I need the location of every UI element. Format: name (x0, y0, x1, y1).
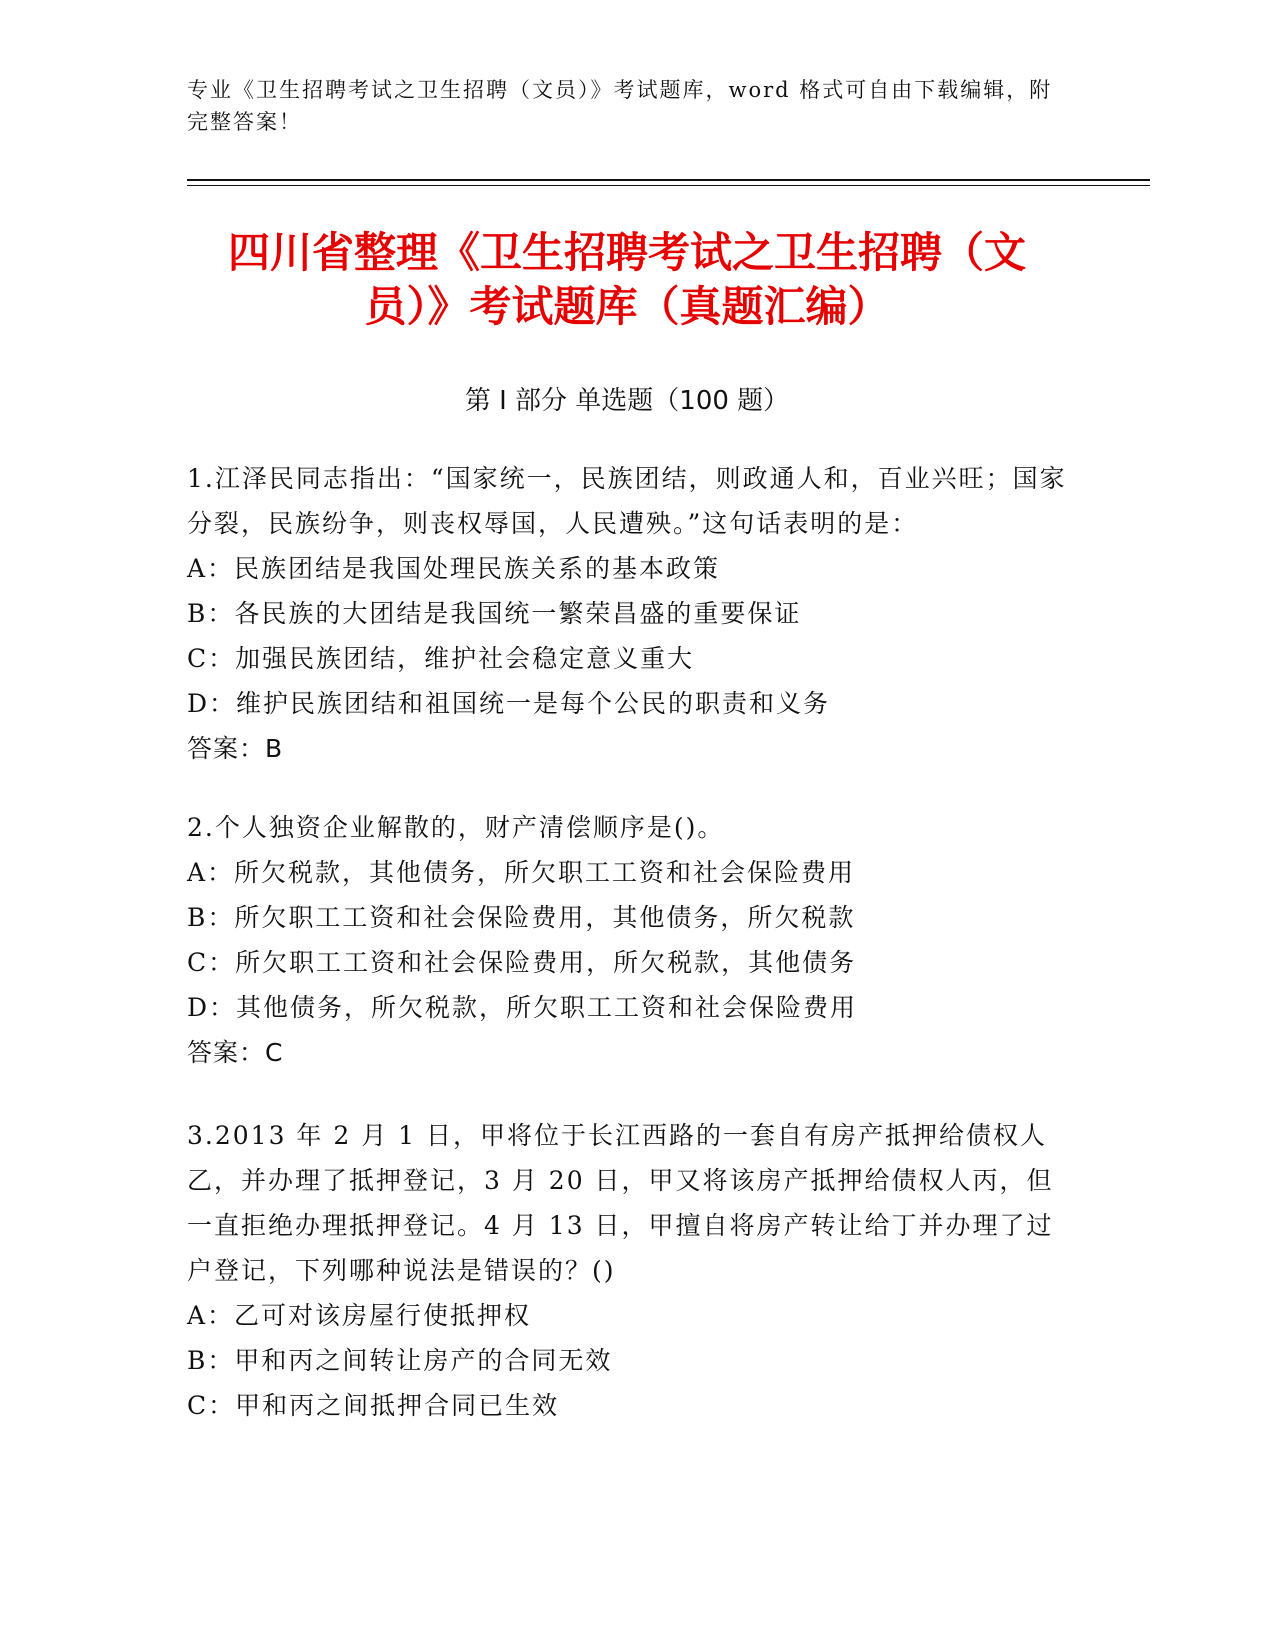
option-c: C：加强民族团结，维护社会稳定意义重大 (187, 644, 695, 673)
question-stem: 2.个人独资企业解散的，财产清偿顺序是()。 (187, 813, 725, 842)
question-stem: 1.江泽民同志指出：“国家统一，民族团结，则政通人和，百业兴旺；国家分裂，民族纷争，则丧权辱国，人民遭殃。”这句话表明的是： (187, 464, 1067, 538)
question-1 (187, 456, 1067, 771)
answer: 答案：B (187, 734, 284, 763)
question-stem: 3.2013 年 2 月 1 日，甲将位于长江西路的一套自有房产抵押给债权人乙，并办理了抵押登记，3 月 20 日，甲又将该房产抵押给债权人丙，但一直拒绝办理抵押登记。4 月 13 日，甲擅自将房产转让给丁并办理了过户登记，下列哪种说法是错误的？() (187, 1121, 1054, 1285)
option-c: C：甲和丙之间抵押合同已生效 (187, 1391, 560, 1420)
option-b: B：甲和丙之间转让房产的合同无效 (187, 1346, 613, 1375)
question-3 (187, 1113, 1067, 1428)
header-note: 专业《卫生招聘考试之卫生招聘（文员）》考试题库，word 格式可自由下载编辑，附完整答案！ (187, 78, 1053, 134)
answer: 答案：C (187, 1038, 284, 1067)
header-rule-thin (187, 185, 1150, 186)
document-title: 四川省整理《卫生招聘考试之卫生招聘（文员）》考试题库（真题汇编） (227, 228, 1026, 331)
option-b: B：所欠职工工资和社会保险费用，其他债务，所欠税款 (187, 903, 856, 932)
option-d: D：其他债务，所欠税款，所欠职工工资和社会保险费用 (187, 993, 858, 1022)
option-a: A：民族团结是我国处理民族关系的基本政策 (187, 554, 721, 583)
option-a: A：所欠税款，其他债务，所欠职工工资和社会保险费用 (187, 858, 856, 887)
option-a: A：乙可对该房屋行使抵押权 (187, 1301, 532, 1330)
option-d: D：维护民族团结和祖国统一是每个公民的职责和义务 (187, 689, 831, 718)
question-2 (187, 805, 1067, 1075)
option-c: C：所欠职工工资和社会保险费用，所欠税款，其他债务 (187, 948, 857, 977)
section-title: 第 I 部分 单选题（100 题） (464, 386, 790, 416)
header-rule-thick (187, 179, 1150, 181)
option-b: B：各民族的大团结是我国统一繁荣昌盛的重要保证 (187, 599, 802, 628)
